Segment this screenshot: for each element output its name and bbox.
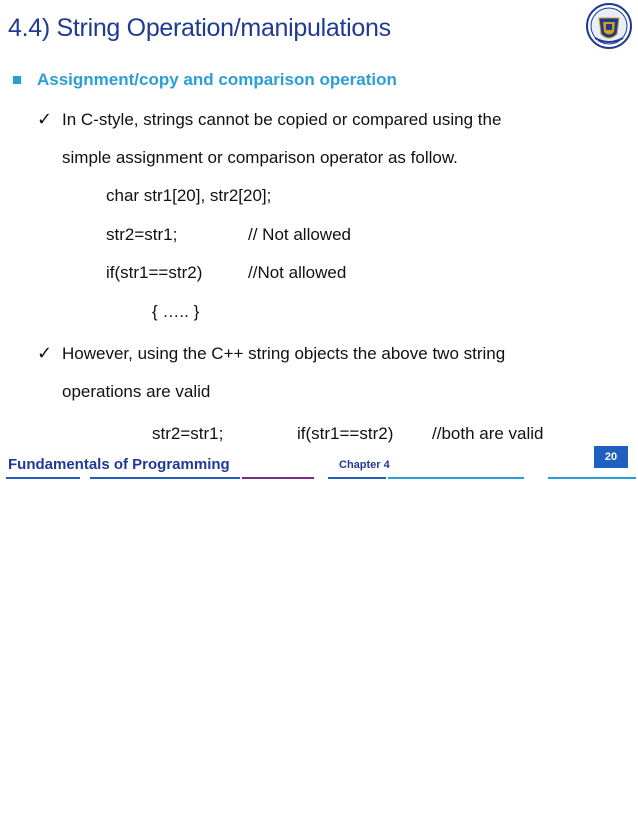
code-line: str2=str1; [152, 424, 224, 443]
code-comment: //both are valid [432, 424, 544, 443]
code-line: str2=str1; [106, 225, 178, 244]
bullet-square-icon [13, 76, 21, 84]
code-line: if(str1==str2) [106, 263, 203, 282]
code-line: char str1[20], str2[20]; [106, 186, 272, 205]
university-seal-icon [585, 2, 633, 50]
footer-divider [548, 477, 636, 479]
check-mark-icon: ✓ [37, 343, 53, 363]
footer-divider [388, 477, 524, 479]
footer-divider [90, 477, 240, 479]
paragraph-line: operations are valid [62, 382, 211, 401]
code-line: { ….. } [152, 302, 200, 321]
paragraph-line: In C-style, strings cannot be copied or compared using the [62, 110, 502, 129]
code-comment: //Not allowed [248, 263, 347, 282]
slide-title: 4.4) String Operation/manipulations [8, 14, 391, 42]
footer-divider [242, 477, 314, 479]
section-heading: Assignment/copy and comparison operation [37, 70, 397, 89]
footer-divider [328, 477, 386, 479]
paragraph-line: However, using the C++ string objects the above two string [62, 344, 506, 363]
page-number: 20 [594, 446, 628, 468]
paragraph-line: simple assignment or comparison operator as follow. [62, 148, 458, 167]
code-comment: // Not allowed [248, 225, 351, 244]
check-mark-icon: ✓ [37, 109, 53, 129]
footer-divider [6, 477, 80, 479]
code-line: if(str1==str2) [297, 424, 394, 443]
footer-chapter: Chapter 4 [339, 459, 390, 471]
footer-course-title: Fundamentals of Programming [8, 456, 230, 473]
